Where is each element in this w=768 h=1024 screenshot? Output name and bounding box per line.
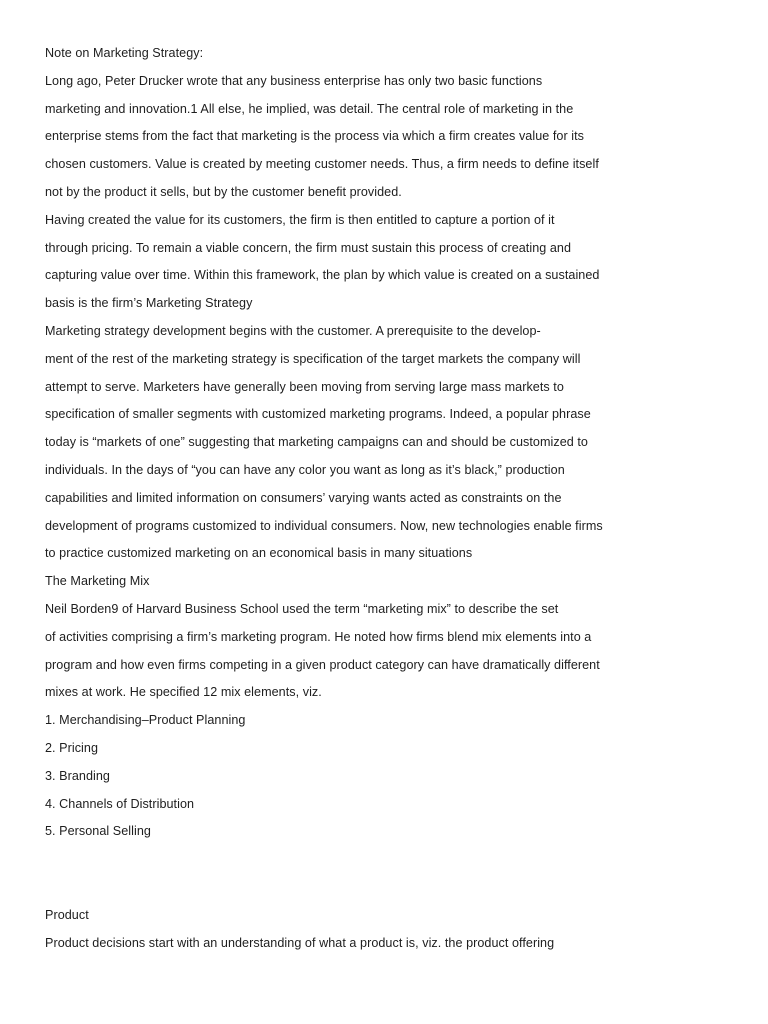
paragraph-line: not by the product it sells, but by the customer benefit provided. xyxy=(45,184,402,199)
paragraph-line: individuals. In the days of “you can have any color you want as long as it’s black,” production xyxy=(45,462,565,477)
paragraph-line: Neil Borden9 of Harvard Business School used the term “marketing mix” to describe the set xyxy=(45,601,559,616)
paragraph-line: development of programs customized to individual consumers. Now, new technologies enable firms xyxy=(45,518,603,533)
document-title: Note on Marketing Strategy: xyxy=(45,46,204,60)
paragraph-line: Having created the value for its customers, the firm is then entitled to capture a portion of it xyxy=(45,212,555,227)
paragraph-line: enterprise stems from the fact that marketing is the process via which a firm creates value for its xyxy=(45,129,584,144)
paragraph-line: basis is the firm’s Marketing Strategy xyxy=(45,296,253,311)
paragraph-line: capturing value over time. Within this framework, the plan by which value is created on a sustained xyxy=(45,268,600,283)
paragraph-line: specification of smaller segments with customized marketing programs. Indeed, a popular phrase xyxy=(45,407,591,422)
paragraph-line: through pricing. To remain a viable concern, the firm must sustain this process of creating and xyxy=(45,240,572,255)
list-item: 1. Merchandising–Product Planning xyxy=(45,713,246,728)
paragraph-line: chosen customers. Value is created by meeting customer needs. Thus, a firm needs to define itself xyxy=(45,157,599,172)
list-item: 3. Branding xyxy=(45,768,110,783)
list-item: 2. Pricing xyxy=(45,740,98,755)
list-item: 5. Personal Selling xyxy=(45,824,151,839)
list-item: 4. Channels of Distribution xyxy=(45,796,195,811)
paragraph-line: capabilities and limited information on consumers’ varying wants acted as constraints on the xyxy=(45,490,562,505)
document-body xyxy=(45,42,745,959)
paragraph-line: attempt to serve. Marketers have generally been moving from serving large mass markets to xyxy=(45,379,564,394)
paragraph-line: Long ago, Peter Drucker wrote that any business enterprise has only two basic functions xyxy=(45,73,543,88)
blank-spacer xyxy=(45,848,745,904)
paragraph-line: to practice customized marketing on an economical basis in many situations xyxy=(45,546,473,561)
paragraph-line: program and how even firms competing in a given product category can have dramatically different xyxy=(45,657,600,672)
paragraph-line: of activities comprising a firm’s marketing program. He noted how firms blend mix elements into a xyxy=(45,629,592,644)
paragraph-line: Product decisions start with an understanding of what a product is, viz. the product offering xyxy=(45,935,555,950)
paragraph-line: mixes at work. He specified 12 mix elements, viz. xyxy=(45,685,322,700)
paragraph-line: ment of the rest of the marketing strategy is specification of the target markets the company will xyxy=(45,351,581,366)
section-heading-marketing-mix: The Marketing Mix xyxy=(45,574,150,589)
paragraph-line: today is “markets of one” suggesting that marketing campaigns can and should be customized to xyxy=(45,435,588,450)
section-heading-product: Product xyxy=(45,907,89,922)
paragraph-line: marketing and innovation.1 All else, he implied, was detail. The central role of marketing in the xyxy=(45,101,574,116)
paragraph-line: Marketing strategy development begins with the customer. A prerequisite to the develop- xyxy=(45,323,541,338)
